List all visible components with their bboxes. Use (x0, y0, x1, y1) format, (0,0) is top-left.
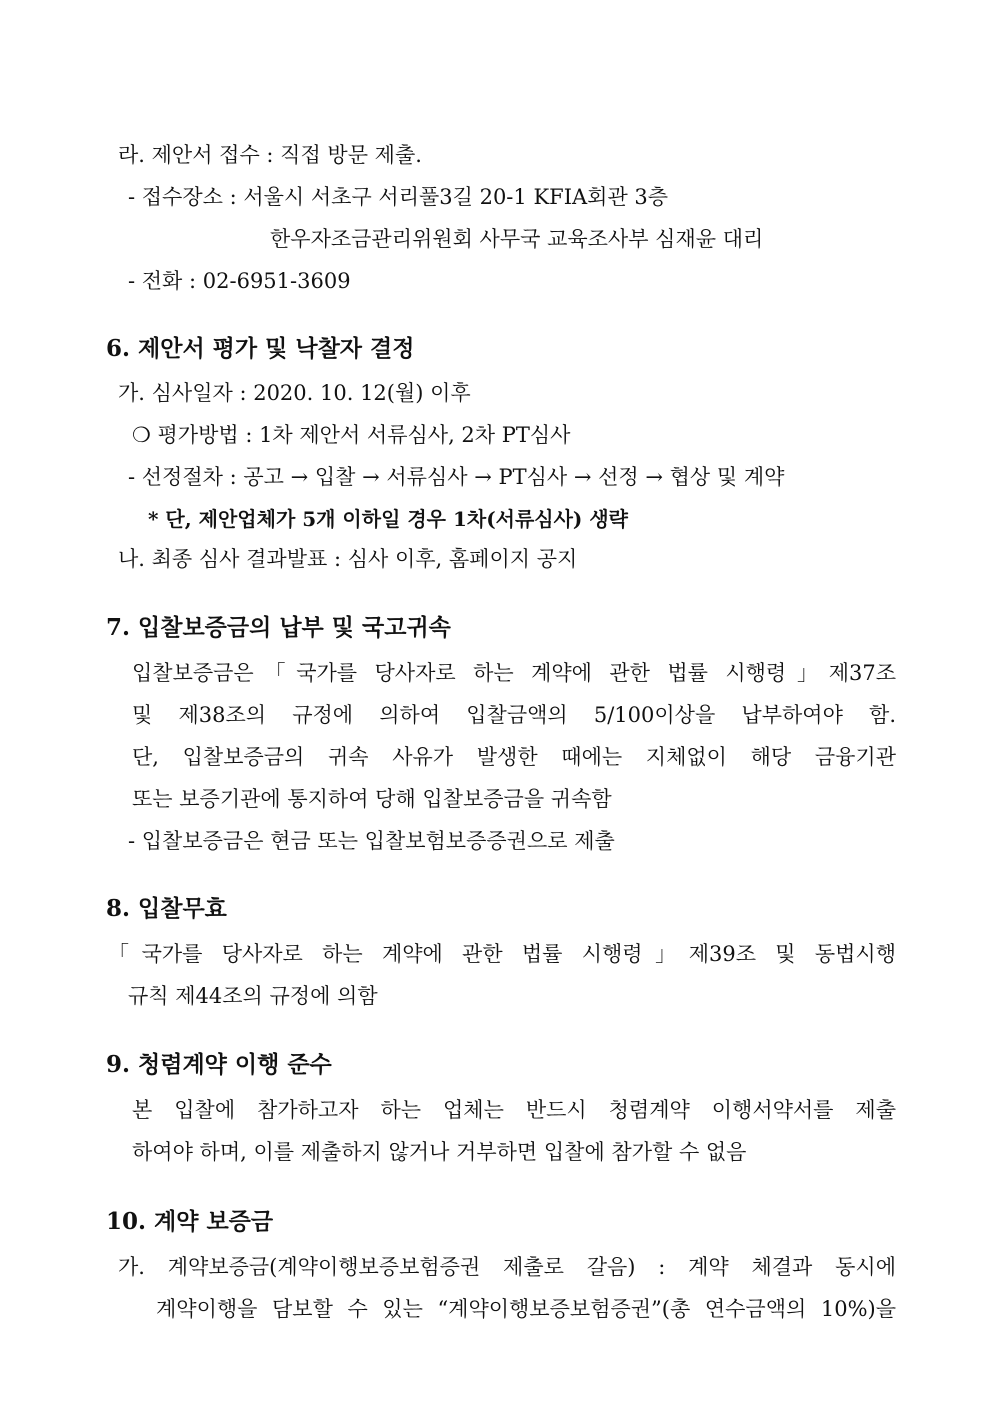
section-9-paragraph-line-2: 하여야 하며, 이를 제출하지 않거나 거부하면 입찰에 참가할 수 없음 (132, 1140, 747, 1164)
section-7-paragraph-line-2: 및 제38조의 규정에 의하여 입찰금액의 5/100이상을 납부하여야 함. (132, 703, 896, 727)
selection-procedure-line: - 선정절차 : 공고 → 입찰 → 서류심사 → PT심사 → 선정 → 협상 및 계약 (128, 465, 785, 489)
skip-review-note: * 단, 제안업체가 5개 이하일 경우 1차(서류심사) 생략 (148, 507, 628, 531)
section-7-paragraph-line-1: 입찰보증금은「국가를 당사자로 하는 계약에 관한 법률 시행령」제37조 (132, 661, 896, 685)
section-7-bullet: - 입찰보증금은 현금 또는 입찰보험보증증권으로 제출 (128, 829, 615, 853)
section-10-paragraph-line-2: 계약이행을 담보할 수 있는 “계약이행보증보험증권”(총 연수금액의 10%)을 (156, 1297, 896, 1321)
section-6-heading: 6. 제안서 평가 및 낙찰자 결정 (106, 335, 415, 362)
receipt-phone-line: - 전화 : 02-6951-3609 (128, 269, 351, 293)
section-8-heading: 8. 입찰무효 (106, 895, 227, 922)
section-8-paragraph-line-2: 규칙 제44조의 규정에 의함 (128, 984, 378, 1008)
section-10-heading: 10. 계약 보증금 (106, 1208, 274, 1235)
section-9-paragraph-line-1: 본 입찰에 참가하고자 하는 업체는 반드시 청렴계약 이행서약서를 제출 (132, 1098, 896, 1122)
section-10-paragraph-line-1: 가. 계약보증금(계약이행보증보험증권 제출로 갈음) : 계약 체결과 동시에 (118, 1255, 896, 1279)
section-7-heading: 7. 입찰보증금의 납부 및 국고귀속 (106, 614, 451, 641)
section-7-paragraph-line-4: 또는 보증기관에 통지하여 당해 입찰보증금을 귀속함 (132, 787, 612, 811)
receipt-location-line: - 접수장소 : 서울시 서초구 서리풀3길 20-1 KFIA회관 3층 (128, 185, 669, 209)
evaluation-method-line: ❍ 평가방법 : 1차 제안서 서류심사, 2차 PT심사 (132, 423, 571, 447)
receipt-location-detail-line: 한우자조금관리위원회 사무국 교육조사부 심재윤 대리 (270, 227, 764, 251)
result-announcement-line: 나. 최종 심사 결과발표 : 심사 이후, 홈페이지 공지 (118, 547, 578, 571)
section-7-paragraph-line-3: 단, 입찰보증금의 귀속 사유가 발생한 때에는 지체없이 해당 금융기관 (132, 745, 896, 769)
receipt-method-line: 라. 제안서 접수 : 직접 방문 제출. (118, 143, 422, 167)
review-date-line: 가. 심사일자 : 2020. 10. 12(월) 이후 (118, 381, 471, 405)
section-8-paragraph-line-1: 「국가를 당사자로 하는 계약에 관한 법률 시행령」제39조 및 동법시행 (108, 942, 896, 966)
section-9-heading: 9. 청렴계약 이행 준수 (106, 1051, 332, 1078)
